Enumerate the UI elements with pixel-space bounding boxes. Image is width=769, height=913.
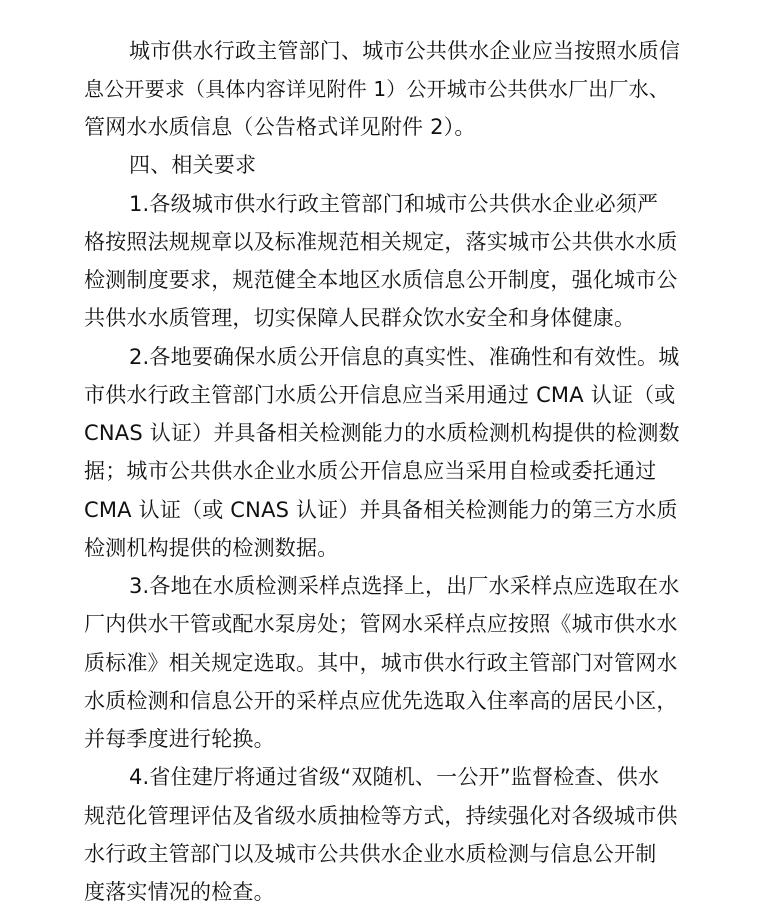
section-heading: 四、相关要求 bbox=[129, 153, 257, 177]
paragraph-line: CNAS 认证）并具备相关检测能力的水质检测机构提供的检测数 bbox=[84, 421, 680, 445]
paragraph-line: 2.各地要确保水质公开信息的真实性、准确性和有效性。城 bbox=[129, 345, 680, 369]
paragraph-line: 4.省住建厅将通过省级“双随机、一公开”监督检查、供水 bbox=[129, 765, 660, 789]
paragraph-line: CMA 认证（或 CNAS 认证）并具备相关检测能力的第三方水质 bbox=[84, 498, 678, 522]
paragraph-line: 1.各级城市供水行政主管部门和城市公共供水企业必须严 bbox=[129, 192, 659, 216]
paragraph-line: 共供水水质管理，切实保障人民群众饮水安全和身体健康。 bbox=[84, 306, 636, 330]
paragraph-line: 规范化管理评估及省级水质抽检等方式，持续强化对各级城市供 bbox=[84, 804, 678, 828]
paragraph-line: 格按照法规规章以及标准规范相关规定，落实城市公共供水水质 bbox=[84, 230, 678, 254]
paragraph-line: 厂内供水干管或配水泵房处；管网水采样点应按照《城市供水水 bbox=[84, 612, 678, 636]
paragraph-line: 息公开要求（具体内容详见附件 1）公开城市公共供水厂出厂水、 bbox=[84, 77, 670, 101]
paragraph-line: 3.各地在水质检测采样点选择上，出厂水采样点应选取在水 bbox=[129, 574, 680, 598]
paragraph-line: 并每季度进行轮换。 bbox=[84, 727, 275, 751]
paragraph-line: 质标准》相关规定选取。其中，城市供水行政主管部门对管网水 bbox=[84, 651, 678, 675]
paragraph-line: 水质检测和信息公开的采样点应优先选取入住率高的居民小区， bbox=[84, 689, 678, 713]
paragraph-line: 检测制度要求，规范健全本地区水质信息公开制度，强化城市公 bbox=[84, 268, 678, 292]
paragraph-line: 检测机构提供的检测数据。 bbox=[84, 536, 339, 560]
paragraph-line: 城市供水行政主管部门、城市公共供水企业应当按照水质信 bbox=[129, 39, 681, 63]
paragraph-line: 据；城市公共供水企业水质公开信息应当采用自检或委托通过 bbox=[84, 459, 657, 483]
paragraph-line: 水行政主管部门以及城市公共供水企业水质检测与信息公开制 bbox=[84, 842, 657, 866]
paragraph-line: 管网水水质信息（公告格式详见附件 2）。 bbox=[84, 115, 476, 139]
paragraph-line: 市供水行政主管部门水质公开信息应当采用通过 CMA 认证（或 bbox=[84, 383, 676, 407]
paragraph-line: 度落实情况的检查。 bbox=[84, 880, 275, 904]
